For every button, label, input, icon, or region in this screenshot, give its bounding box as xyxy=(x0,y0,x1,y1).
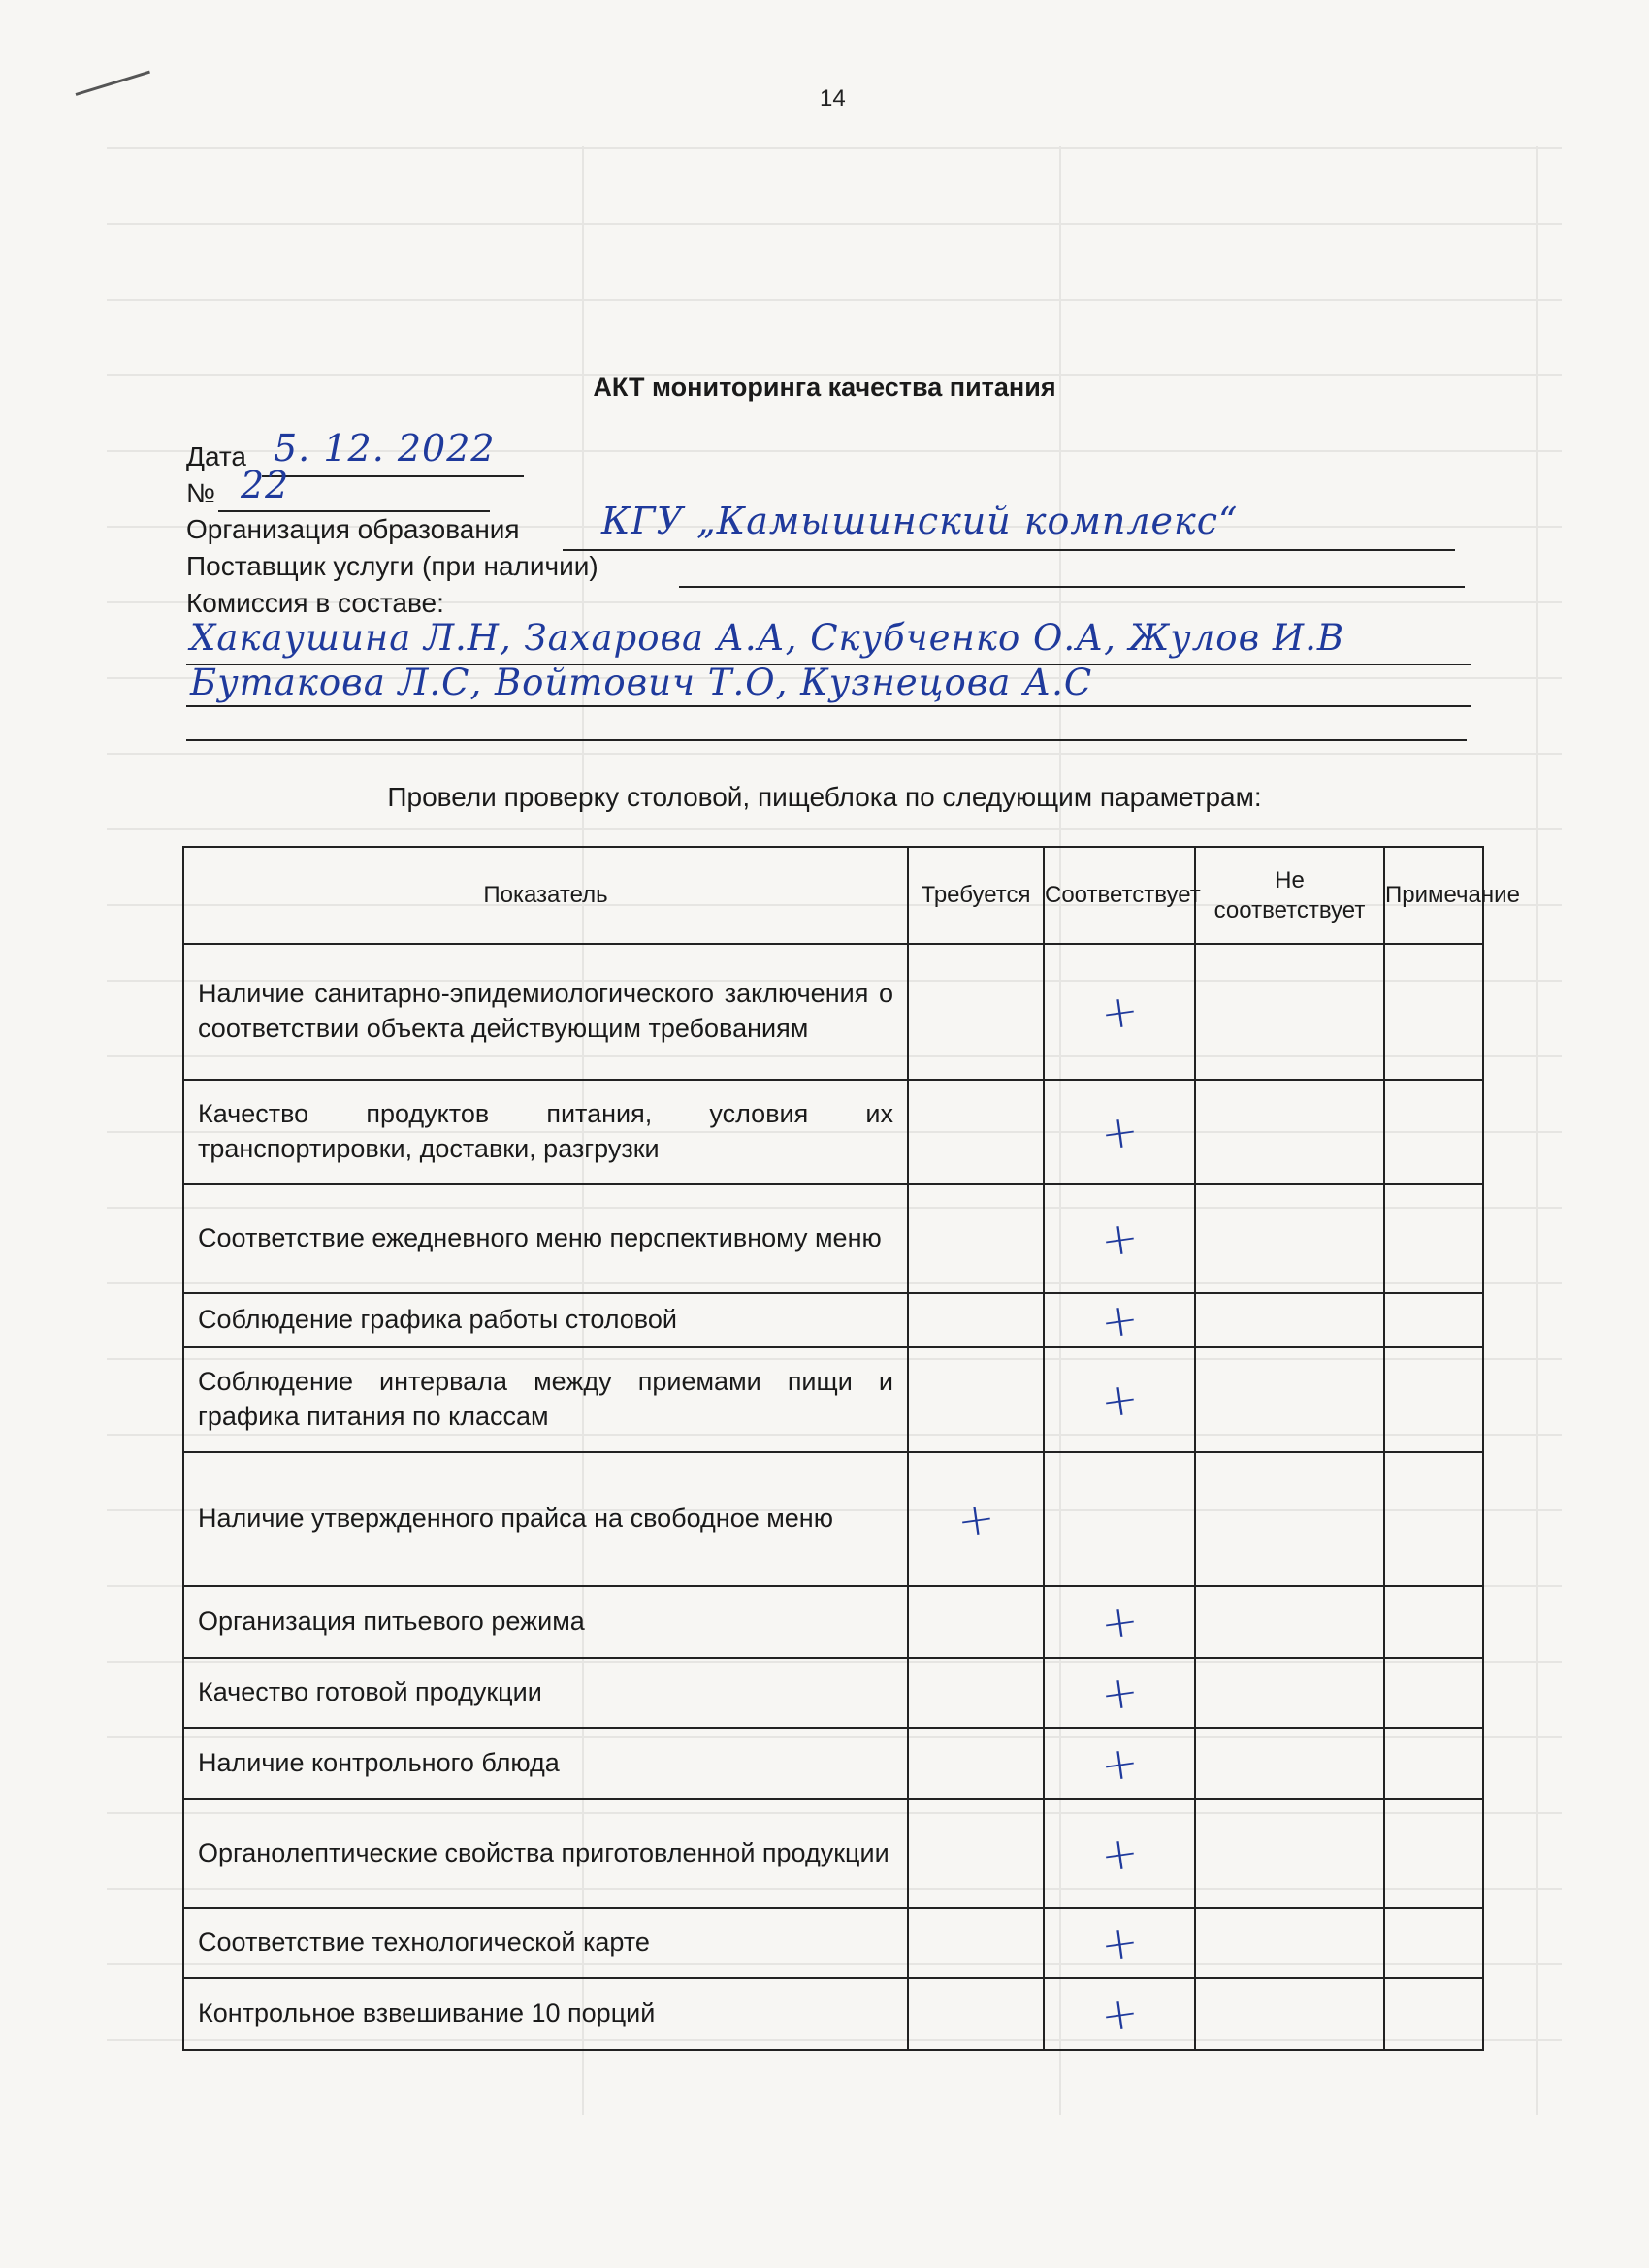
required-cell xyxy=(908,1347,1044,1452)
table-row xyxy=(183,1347,1483,1452)
number-label: № xyxy=(186,478,216,508)
note-cell xyxy=(1384,1293,1483,1347)
org-field xyxy=(186,514,520,545)
commission-line-1: Хакаушина Л.Н, Захарова А.А, Скубченко О.А, Жулов И.В xyxy=(190,617,1345,659)
note-cell xyxy=(1384,1080,1483,1184)
commission-label: Комиссия в составе: xyxy=(186,588,444,618)
complies-cell xyxy=(1044,1184,1195,1293)
required-cell xyxy=(908,1728,1044,1799)
handwritten-plus-mark: + xyxy=(954,1490,998,1548)
supplier-field xyxy=(186,551,598,582)
table-row xyxy=(183,1908,1483,1978)
table-row xyxy=(183,1978,1483,2050)
supplier-label: Поставщик услуги (при наличии) xyxy=(186,551,598,581)
header-not-complies: Не соответствует xyxy=(1195,847,1384,944)
supplier-underline xyxy=(679,586,1465,588)
required-cell xyxy=(908,1080,1044,1184)
commission-underline-2 xyxy=(186,705,1471,707)
note-cell xyxy=(1384,1184,1483,1293)
header-note: Примечание xyxy=(1384,847,1483,944)
not-complies-cell xyxy=(1195,1293,1384,1347)
required-cell xyxy=(908,1586,1044,1658)
handwritten-plus-mark: + xyxy=(1097,1985,1142,2043)
complies-cell xyxy=(1044,1347,1195,1452)
header-param: Показатель xyxy=(183,847,908,944)
complies-cell xyxy=(1044,1658,1195,1728)
pen-stroke-mark xyxy=(76,71,150,96)
complies-cell xyxy=(1044,1586,1195,1658)
not-complies-cell xyxy=(1195,1908,1384,1978)
handwritten-plus-mark: + xyxy=(1097,1103,1142,1161)
table-row xyxy=(183,1728,1483,1799)
note-cell xyxy=(1384,1452,1483,1586)
not-complies-cell xyxy=(1195,1184,1384,1293)
date-field xyxy=(186,441,246,472)
param-cell: Организация питьевого режима xyxy=(183,1586,908,1658)
required-cell xyxy=(908,944,1044,1080)
param-cell: Контрольное взвешивание 10 порций xyxy=(183,1978,908,2050)
required-cell xyxy=(908,1908,1044,1978)
not-complies-cell xyxy=(1195,944,1384,1080)
not-complies-cell xyxy=(1195,1658,1384,1728)
handwritten-plus-mark: + xyxy=(1097,983,1142,1041)
commission-line-2: Бутакова Л.С, Войтович Т.О, Кузнецова А.С xyxy=(190,662,1093,703)
intro-text: Провели проверку столовой, пищеблока по следующим параметрам: xyxy=(387,782,1262,812)
not-complies-cell xyxy=(1195,1728,1384,1799)
number-value: 22 xyxy=(241,464,290,506)
handwritten-plus-mark: + xyxy=(1097,1593,1142,1651)
handwritten-plus-mark: + xyxy=(1097,1210,1142,1268)
number-field xyxy=(186,478,215,509)
handwritten-plus-mark: + xyxy=(1097,1734,1142,1793)
complies-cell xyxy=(1044,1728,1195,1799)
not-complies-cell xyxy=(1195,1799,1384,1908)
table-row xyxy=(183,1080,1483,1184)
table-row xyxy=(183,1586,1483,1658)
note-cell xyxy=(1384,944,1483,1080)
handwritten-plus-mark: + xyxy=(1097,1371,1142,1429)
handwritten-plus-mark: + xyxy=(1097,1914,1142,1972)
complies-cell xyxy=(1044,1452,1195,1586)
inspection-table xyxy=(182,846,1520,2051)
not-complies-cell xyxy=(1195,1080,1384,1184)
date-value: 5. 12. 2022 xyxy=(274,427,496,470)
required-cell xyxy=(908,1978,1044,2050)
param-cell: Соответствие ежедневного меню перспективному меню xyxy=(183,1184,908,1293)
note-cell xyxy=(1384,1347,1483,1452)
table-row xyxy=(183,1452,1483,1586)
param-cell: Органолептические свойства приготовленной продукции xyxy=(183,1799,908,1908)
param-cell: Соблюдение графика работы столовой xyxy=(183,1293,908,1347)
required-cell xyxy=(908,1184,1044,1293)
table-row xyxy=(183,1658,1483,1728)
required-cell xyxy=(908,1452,1044,1586)
required-cell xyxy=(908,1799,1044,1908)
complies-cell xyxy=(1044,1799,1195,1908)
complies-cell xyxy=(1044,1978,1195,2050)
note-cell xyxy=(1384,1586,1483,1658)
page-number: 14 xyxy=(820,85,846,112)
required-cell xyxy=(908,1293,1044,1347)
commission-field xyxy=(186,588,444,619)
number-underline xyxy=(218,510,490,512)
org-value: КГУ „Камышинский комплекс“ xyxy=(601,500,1239,542)
complies-cell xyxy=(1044,1908,1195,1978)
commission-underline-3 xyxy=(186,739,1467,741)
table-row xyxy=(183,1184,1483,1293)
note-cell xyxy=(1384,1978,1483,2050)
table-row xyxy=(183,1293,1483,1347)
complies-cell xyxy=(1044,1080,1195,1184)
complies-cell xyxy=(1044,944,1195,1080)
table-row xyxy=(183,944,1483,1080)
date-underline xyxy=(262,475,524,477)
not-complies-cell xyxy=(1195,1586,1384,1658)
not-complies-cell xyxy=(1195,1978,1384,2050)
param-cell: Наличие утвержденного прайса на свободное меню xyxy=(183,1452,908,1586)
date-label: Дата xyxy=(186,441,247,471)
header-complies: Соответствует xyxy=(1044,847,1195,944)
required-cell xyxy=(908,1658,1044,1728)
param-cell: Наличие контрольного блюда xyxy=(183,1728,908,1799)
param-cell: Качество продуктов питания, условия их транспортировки, доставки, разгрузки xyxy=(183,1080,908,1184)
handwritten-plus-mark: + xyxy=(1097,1664,1142,1722)
not-complies-cell xyxy=(1195,1347,1384,1452)
note-cell xyxy=(1384,1658,1483,1728)
param-cell: Соответствие технологической карте xyxy=(183,1908,908,1978)
table-row xyxy=(183,1799,1483,1908)
not-complies-cell xyxy=(1195,1452,1384,1586)
note-cell xyxy=(1384,1908,1483,1978)
param-cell: Наличие санитарно-эпидемиологического заключения о соответствии объекта действующим требованиям xyxy=(183,944,908,1080)
header-required: Требуется xyxy=(908,847,1044,944)
org-underline xyxy=(563,549,1455,551)
document-title: АКТ мониторинга качества питания xyxy=(593,373,1056,402)
note-cell xyxy=(1384,1799,1483,1908)
param-cell: Соблюдение интервала между приемами пищи и графика питания по классам xyxy=(183,1347,908,1452)
param-cell: Качество готовой продукции xyxy=(183,1658,908,1728)
complies-cell xyxy=(1044,1293,1195,1347)
handwritten-plus-mark: + xyxy=(1097,1825,1142,1883)
note-cell xyxy=(1384,1728,1483,1799)
org-label: Организация образования xyxy=(186,514,520,544)
handwritten-plus-mark: + xyxy=(1097,1291,1142,1349)
table-header-row xyxy=(183,847,1483,944)
